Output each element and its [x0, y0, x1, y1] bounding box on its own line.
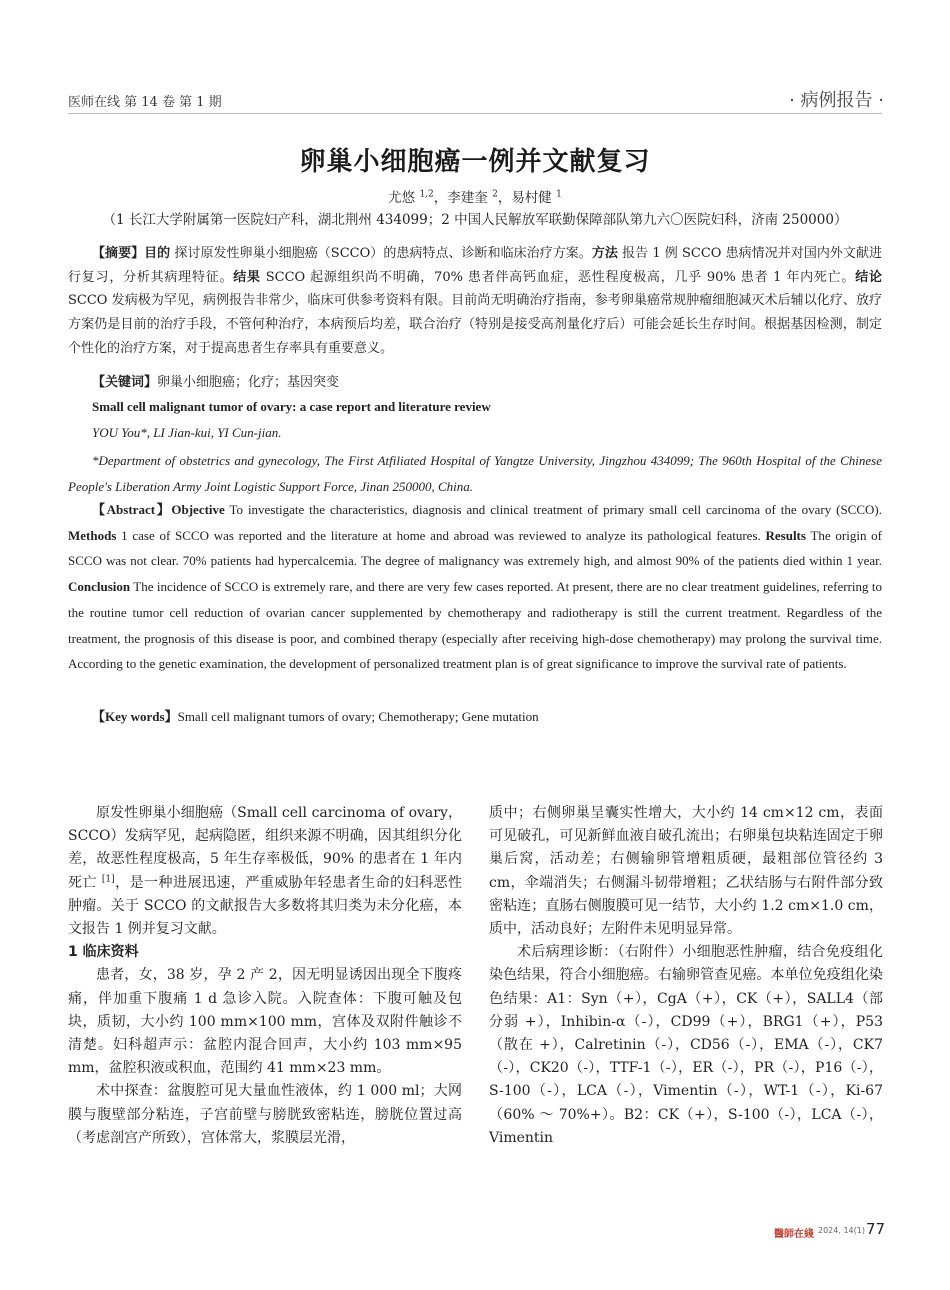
pathology-paragraph: 术后病理诊断：（右附件）小细胞恶性肿瘤，结合免疫组化染色结果，符合小细胞癌。右输卵管查见癌。本单位免疫组化染色结果：A1：Syn（+），CgA（+），CK（+），SALL4（部分弱 +），Inhibin-α（-），CD99（+），BRG1（+），P53（散在 +），Calretinin（-），CD56（-），EMA（-），CK7（-），CK20（-），TTF-1（-），ER（-），PR（-），P16（-），S-100（-），LCA（-），Vimentin（-），WT-1（-），Ki-67（60% ～ 70%+）。B2：CK（+），S-100（-），LCA（-），Vimentin [489, 944, 883, 1146]
english-affiliation: *Department of obstetrics and gynecology, The First Atfiliated Hospital of Yangtze University, Jingzhou 434099; The 960th Hospital of the Chinese People's Liberation Army Joint Logistic Support Force, Jinan 250000, China. [68, 453, 882, 494]
keywords-cn [92, 371, 339, 390]
body-column-left [68, 802, 462, 1150]
results-en-label: Results [765, 527, 806, 543]
abstract-en [68, 497, 882, 677]
abstract-cn [68, 242, 882, 361]
journal-header: 医师在线 第 14 卷 第 1 期 [68, 95, 222, 110]
section-label: · 病例报告 · [789, 90, 884, 111]
abstract-en-label: 【Abstract】 [92, 502, 172, 517]
methods-label: 方法 [591, 246, 618, 261]
separator: ， [497, 190, 512, 206]
author-affil-sup: 1 [556, 189, 562, 200]
section-heading: 1 临床资料 [68, 944, 139, 961]
author-line [0, 186, 950, 206]
keywords-text: 卵巢小细胞癌；化疗；基因突变 [157, 375, 340, 390]
header-divider [68, 113, 882, 114]
author-name: 尤悠 [388, 190, 416, 206]
page-number: 77 [866, 1220, 886, 1238]
separator: ， [433, 190, 448, 206]
results-text: SCCO 起源组织尚不明确，70% 患者伴高钙血症，恶性程度极高，几乎 90% 患者 1 年内死亡。 [260, 269, 856, 285]
body-column-right [489, 802, 883, 1150]
english-title: Small cell malignant tumor of ovary: a case report and literature review [92, 399, 491, 414]
author-affil-sup: 2 [492, 189, 498, 200]
keywords-en-text: Small cell malignant tumors of ovary; Chemotherapy; Gene mutation [177, 709, 539, 724]
surgery-paragraph: 术中探查：盆腹腔可见大量血性液体，约 1 000 ml；大网膜与腹壁部分粘连，子宫前壁与膀胱致密粘连，膀胱位置过高（考虑剖宫产所致），宫体常大，浆膜层光滑， [68, 1083, 462, 1146]
affiliation: （1 长江大学附属第一医院妇产科，湖北荆州 434099；2 中国人民解放军联勤保障部队第九六〇医院妇科，济南 250000） [102, 212, 848, 228]
objective-text: 探讨原发性卵巢小细胞癌（SCCO）的患病特点、诊断和临床治疗方案。 [170, 246, 592, 261]
author-name: 李建奎 [447, 190, 488, 206]
issue-date: 2024, 14(1) [818, 1226, 865, 1235]
citation-ref: [1] [101, 873, 115, 884]
conclusion-label: 结论 [855, 269, 882, 285]
journal-logo: 醫師在綫 [774, 1229, 814, 1240]
methods-text: 报告 1 例 SCCO 患病情况并对国内外文献进行复习，分析其病理特征。 [68, 246, 882, 285]
intro-paragraph [68, 802, 462, 941]
author-name: 易村健 [511, 190, 552, 206]
case-paragraph: 患者，女，38 岁，孕 2 产 2，因无明显诱因出现全下腹疼痛，伴加重下腹痛 1 d 急诊入院。入院查体：下腹可触及包块，质韧，大小约 100 mm×100 mm，宫体及双附件触诊不清楚。妇科超声示：盆腔内混合回声，大小约 103 mm×95 mm，盆腔积液或积血，范围约 41 mm×23 mm。 [68, 967, 462, 1077]
author-affil-sup: 1,2 [419, 189, 434, 200]
keywords-label: 【关键词】 [92, 375, 158, 390]
objective-en-label: Objective [171, 502, 225, 517]
intro-text-cont: ，是一种进展迅速，严重威胁年轻患者生命的妇科恶性肿瘤。关于 SCCO 的文献报告大多数将其归类为未分化癌，本文报告 1 例并复习文献。 [68, 874, 463, 938]
methods-en-label: Methods [68, 527, 117, 543]
results-en-text: The origin of SCCO was not clear. 70% patients had hypercalcemia. The degree of malignancy was extremely high, and almost 90% of the patients died within 1 year. [68, 527, 883, 569]
surgery-paragraph-cont: 质中；右侧卵巢呈囊实性增大，大小约 14 cm×12 cm，表面可见破孔，可见新鲜血液自破孔流出；右卵巢包块粘连固定于卵巢后窝，活动差；右侧输卵管增粗质硬，最粗部位管径约 3 cm，伞端消失；右侧漏斗韧带增粗；乙状结肠与右附件部分致密粘连；直肠右侧腹膜可见一结节，大小约 1.2 cm×1.0 cm，质中，活动良好；左附件未见明显异常。 [489, 805, 883, 938]
keywords-en-label: 【Key words】 [92, 709, 178, 724]
abstract-label: 【摘要】 [92, 246, 145, 261]
conclusion-en-text: The incidence of SCCO is extremely rare, and there are very few cases reported. At present, there are no clear treatment guidelines, referring to the routine tumor cell reduction of ovarian cancer supplemented by chemotherapy and radiotherapy is still the current treatment. Regardless of the treatment, the prognosis of this disease is poor, and combined therapy (especially after receiving high-dose chemotherapy) may prolong the survival time. According to the genetic examination, the development of personalized treatment plan is of great significance to improve the survival rate of patients. [68, 579, 882, 672]
methods-en-text: 1 case of SCCO was reported and the literature at home and abroad was reviewed to analyze its pathological features. [116, 527, 766, 543]
results-label: 结果 [233, 269, 261, 285]
objective-label: 目的 [144, 246, 171, 261]
keywords-en [92, 706, 539, 725]
conclusion-en-label: Conclusion [68, 579, 131, 595]
intro-text: 原发性卵巢小细胞癌（Small cell carcinoma of ovary，SCCO）发病罕见，起病隐匿，组织来源不明确，因其组织分化差，故恶性程度极高，5 年生存率极低，90% 的患者在 1 年内死亡 [68, 805, 462, 891]
conclusion-text: SCCO 发病极为罕见，病例报告非常少，临床可供参考资料有限。目前尚无明确治疗指南，参考卵巢癌常规肿瘤细胞减灭术后辅以化疗、放疗方案仍是目前的治疗手段，不管何种治疗，本病预后均差，联合治疗（特别是接受高剂量化疗后）可能会延长生存时间。根据基因检测，制定个性化的治疗方案，对于提高患者生存率具有重要意义。 [68, 293, 882, 356]
article-title: 卵巢小细胞癌一例并文献复习 [299, 147, 651, 177]
english-authors: YOU You*, LI Jian-kui, YI Cun-jian. [92, 425, 282, 440]
objective-en-text: To investigate the characteristics, diagnosis and clinical treatment of primary small cell carcinoma of the ovary (SCCO). [224, 502, 882, 517]
